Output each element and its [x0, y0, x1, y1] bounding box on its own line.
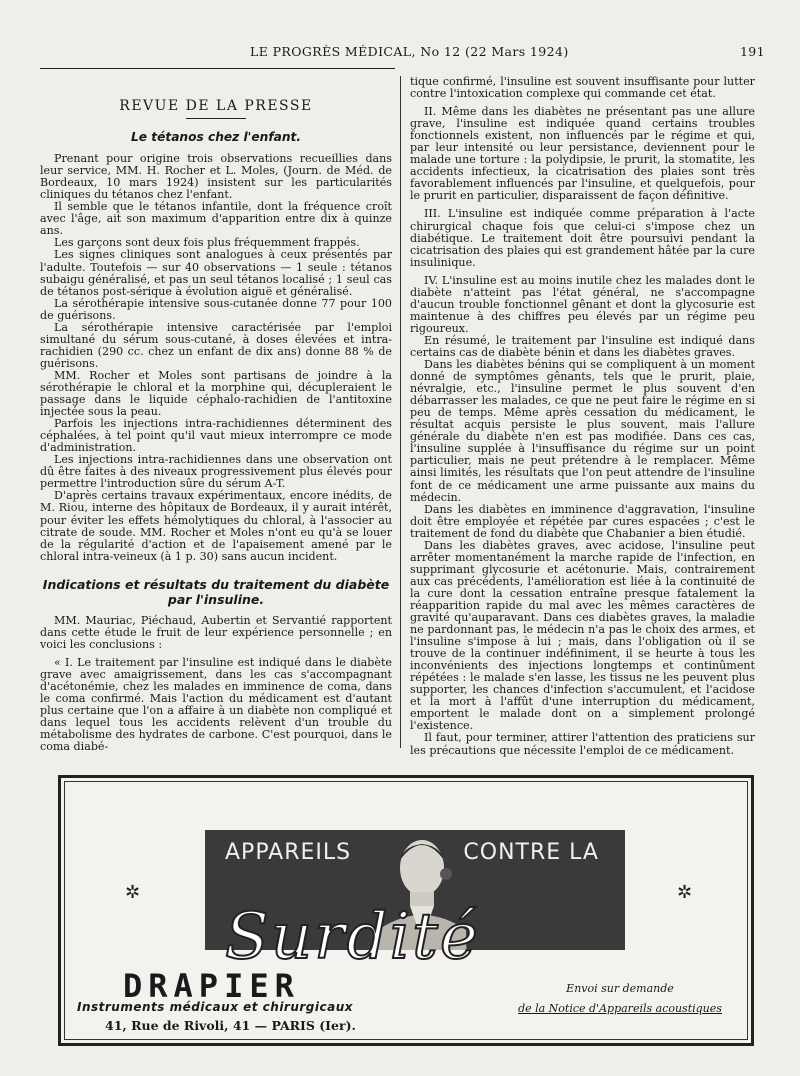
paragraph: MM. Rocher et Moles sont partisans de joindre à la sérothérapie le chloral et la morphine qui, décupleraient le passage dans le liquide céphalo-rachidien de l'antitoxine injectée sous la peau.: [40, 368, 392, 419]
ad-script-title: Surdité: [225, 900, 480, 974]
brand-tagline: Instruments médicaux et chirurgicaux: [77, 1000, 354, 1014]
paragraph: Prenant pour origine trois observations recueillies dans leur service, MM. H. Rocher et L. Moles, (Journ. de Méd. de Bordeaux, 10 mars 1924) insistent sur les particularités cliniques du tétanos chez l'enfant.: [40, 152, 392, 202]
paragraph: En résumé, le traitement par l'insuline est indiqué dans certains cas de diabète bénin et dans les diabètes graves.: [410, 333, 755, 359]
paragraph: Il semble que le tétanos infantile, dont la fréquence croît avec l'âge, ait son maximum d'apparition entre dix à quinze ans.: [40, 200, 392, 238]
advertisement: [58, 775, 754, 1046]
header-rule: [40, 68, 395, 69]
paragraph: Dans les diabètes graves, avec acidose, l'insuline peut arrêter momentanément la marche rapide de l'infection, en supprimant glycosurie et acétonurie. Mais, contrairement aux cas précédents, l'amélioration est liée à la continuité de la cure dont la cessation entraîne presque fatalement la réapparition rapide du mal avec les mêmes caractères de gravité qu'auparavant. Dans ces diabètes graves, la maladie ne pardonnant pas, le médecin n'a pas le choix des armes, et l'insuline s'impose à lui ; mais, dans l'obligation où il se trouve de la continuer indéfiniment, il se heurte à tous les inconvénients des injections longtemps et continûment répétées : le malade s'en lasse, les tissus ne les peuvent plus supporter, les chances d'infection s'accumulent, et l'acidose et la mort à l'affût d'une interruption du médicament, emportent le malade dont on a simplement prolongé l'existence.: [410, 538, 755, 733]
paragraph: III. L'insuline est indiquée comme préparation à l'acte chirurgical chaque fois que celui-ci s'impose chez un diabétique. Le traitement doit être poursuivi pendant la cicatrisation des plaies qui est grandement hâtée par la cure insulinique.: [410, 207, 755, 269]
paragraph: « I. Le traitement par l'insuline est indiqué dans le diabète grave avec amaigrissement, dans les cas s'accompagnant d'acétonémie, chez les malades en imminence de coma, dans le coma confirmé. Mais l'action du médicament est d'autant plus certaine que l'on a affaire à un diabète non compliqué et dans lequel tous les accidents relèvent d'un trouble du métabolisme des hydrates de carbone. C'est pourquoi, dans le coma diabé-: [40, 655, 392, 754]
page-number: 191: [739, 44, 765, 59]
paragraph: Dans les diabètes bénins qui se compliquent à un moment donné de symptômes gênants, tels que le prurit, plaie, névralgie, etc., l'insuline permet le plus souvent d'en débarrasser les malades, ce que ne peut faire le régime en si peu de temps. Même après cessation du médicament, le résultat acquis persiste le plus souvent, mais l'allure générale du diabète n'en est pas modifiée. Dans ces cas, l'insuline supplée à l'insuffisance du régime sur un point particulier, mais ne peut prétendre à le remplacer. Même ainsi limités, les résultats que l'on peut attendre de l'insuline font de ce médicament une arme puissante aux mains du médecin.: [410, 358, 755, 504]
paragraph: Les signes cliniques sont analogues à ceux présentés par l'adulte. Toutefois — sur 40 observations — 1 seule : tétanos subaigu généralisé, et pas un seul tétanos localisé ; 1 seul cas de tétanos post-sérique à évolution aiguë et généralisé.: [40, 248, 392, 298]
paragraph: La sérothérapie intensive caractérisée par l'emploi simultané du sérum sous-cutané, à doses élevées et intra-rachidien (290 cc. chez un enfant de dix ans) donne 88 % de guérisons.: [40, 320, 392, 370]
banner-word-right: CONTRE LA: [463, 840, 599, 865]
paragraph: tique confirmé, l'insuline est souvent insuffisante pour lutter contre l'intoxication complexe qui commande cet état.: [410, 75, 755, 101]
subtitle-tetanos: Le tétanos chez l'enfant.: [131, 130, 301, 145]
banner-word-left: APPAREILS: [225, 840, 352, 865]
paragraph: Il faut, pour terminer, attirer l'attention des praticiens sur les précautions que nécessite l'emploi de ce médicament.: [410, 731, 755, 757]
paragraph: Les garçons sont deux fois plus fréquemment frappés.: [54, 236, 360, 250]
paragraph: Parfois les injections intra-rachidiennes déterminent des céphalées, à tel point qu'il vaut mieux interrompre ce mode d'administration.: [40, 417, 392, 455]
paragraph: La sérothérapie intensive sous-cutanée donne 77 pour 100 de guérisons.: [40, 296, 392, 322]
paragraph: Dans les diabètes en imminence d'aggravation, l'insuline doit être employée et répétée par cures espacées ; c'est le traitement de fond du diabète que Chabanier a bien étudié.: [410, 502, 755, 540]
section-rule: [186, 118, 246, 119]
subtitle-diabete: Indications et résultats du traitement du diabète par l'insuline.: [42, 576, 390, 607]
star-ornament-left: ✲: [125, 882, 141, 903]
notice-line-2: de la Notice d'Appareils acoustiques: [518, 1002, 722, 1015]
left-column: [40, 76, 392, 753]
paragraph: D'après certains travaux expérimentaux, encore inédits, de M. Riou, interne des hôpitaux de Bordeaux, il y aurait intérêt, pour éviter les effets hémolytiques du chloral, à l'associer au citrate de soude. MM. Rocher et Moles n'ont eu qu'à se louer de la régularité d'action et de l'apaisement amené par le chloral intra-veineux (à 1 p. 30) sans aucun incident.: [40, 489, 392, 563]
paragraph: Les injections intra-rachidiennes dans une observation ont dû être faites à des niveaux progressivement plus élevés pour permettre l'introduction sûre du sérum A-T.: [40, 453, 392, 491]
notice-line-1: Envoi sur demande: [566, 982, 674, 995]
section-title: REVUE DE LA PRESSE: [119, 98, 313, 114]
paragraph: II. Même dans les diabètes ne présentant pas une allure grave, l'insuline est indiquée quand certains troubles fonctionnels existent, non influencés par le régime et qui, par leur intensité ou leur persistance, deviennent pour le malade une torture : la polydipsie, le prurit, la stomatite, les accidents infectieux, la cicatrisation des plaies sont très favorablement influencés par l'insuline, et quelquefois, pour le prurit en particulier, disparaissent de façon définitive.: [410, 105, 755, 203]
ad-inner-border: [64, 781, 748, 1040]
brand-name: DRAPIER: [123, 967, 300, 1005]
column-divider: [400, 76, 401, 748]
paragraph: MM. Mauriac, Piéchaud, Aubertin et Servantié rapportent dans cette étude le fruit de leur expérience personnelle ; en voici les conclusions :: [40, 613, 392, 651]
paragraph: IV. L'insuline est au moins inutile chez les malades dont le diabète n'atteint pas l'état général, ne s'accompagne d'aucun trouble fonctionnel gênant et dont la glycosurie est maintenue à des chiffres peu élevés par un régime peu rigoureux.: [410, 273, 755, 335]
star-ornament-right: ✲: [677, 882, 693, 903]
ad-notice: [515, 979, 725, 1019]
journal-title: LE PROGRÈS MÉDICAL, No 12 (22 Mars 1924): [250, 44, 569, 59]
brand-address: 41, Rue de Rivoli, 41 — PARIS (Ier).: [105, 1018, 356, 1033]
right-column: [410, 76, 755, 757]
